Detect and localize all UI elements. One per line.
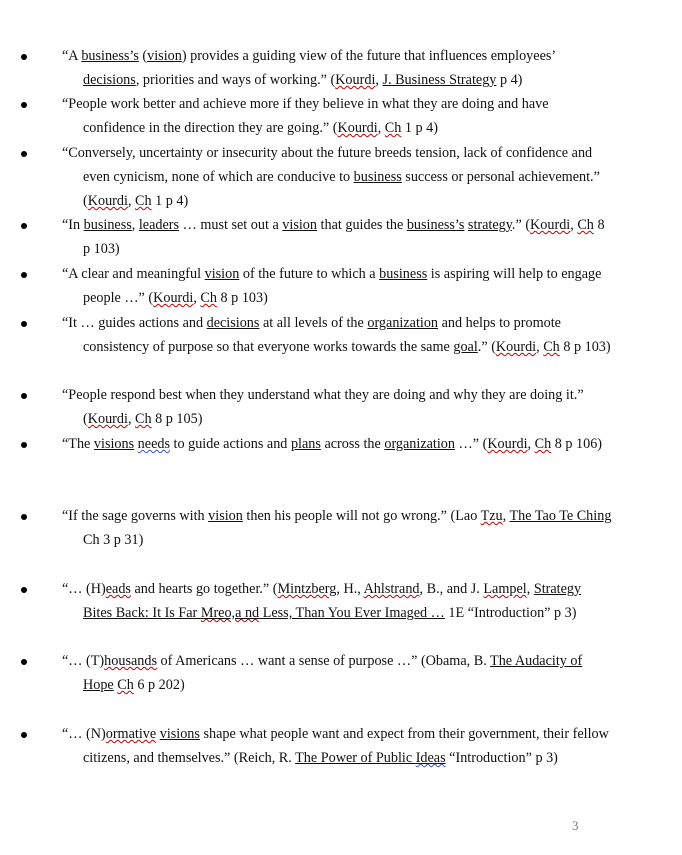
bullet-icon: [21, 223, 27, 229]
quote-text: “… (H)eads and hearts go together.” (Mintzberg, H., Ahlstrand, B., and J. Lampel, Strategy Bites Back: It Is Far Mreo,a nd Less, Than You Ever Imaged … 1E “Introduction” p 3): [62, 581, 582, 621]
bullet-icon: [21, 321, 27, 327]
quote-text: “People respond best when they understand what they are doing and why they are doing it.” (Kourdi, Ch 8 p 105): [62, 387, 584, 427]
bullet-icon: [21, 514, 27, 520]
quote-text: “In business, leaders … must set out a vision that guides the business’s strategy.” (Kourdi, Ch 8 p 103): [62, 217, 605, 257]
bullet-icon: [21, 272, 27, 278]
bullet-icon: [21, 102, 27, 108]
page-number: 3: [572, 818, 579, 833]
bullet-icon: [21, 54, 27, 60]
quote-text: “People work better and achieve more if they believe in what they are doing and have confidence in the direction they are going.” (Kourdi, Ch 1 p 4): [62, 96, 549, 136]
bullet-icon: [21, 659, 27, 665]
quote-text: “The visions needs to guide actions and plans across the organization …” (Kourdi, Ch 8 p 106): [62, 436, 603, 452]
quote-text: “Conversely, uncertainty or insecurity about the future breeds tension, lack of confidence and even cynicism, none of which are conducive to business success or personal achievement.” (Kourdi, Ch 1 p 4): [62, 145, 600, 209]
quote-text: “If the sage governs with vision then his people will not go wrong.” (Lao Tzu, The Tao Te Ching Ch 3 p 31): [62, 508, 612, 548]
bullet-icon: [21, 151, 27, 157]
bullet-icon: [21, 393, 27, 399]
quote-text: “A clear and meaningful vision of the future to which a business is aspiring will help to engage people …” (Kourdi, Ch 8 p 103): [62, 266, 602, 306]
bullet-icon: [21, 732, 27, 738]
bullet-icon: [21, 587, 27, 593]
bullet-icon: [21, 442, 27, 448]
quote-text: “A business’s (vision) provides a guiding view of the future that influences employees’ decisions, priorities and ways of working.” (Kourdi, J. Business Strategy p 4): [62, 48, 556, 88]
quote-text: “… (N)ormative visions shape what people want and expect from their government, their fellow citizens, and themselves.” (Reich, R. The Power of Public Ideas “Introduction” p 3): [62, 726, 609, 766]
quote-text: “It … guides actions and decisions at all levels of the organization and helps to promote consistency of purpose so that everyone works towards the same goal.” (Kourdi, Ch 8 p 103): [62, 315, 611, 355]
quote-text: “… (T)housands of Americans … want a sense of purpose …” (Obama, B. The Audacity of Hope Ch 6 p 202): [62, 653, 583, 693]
